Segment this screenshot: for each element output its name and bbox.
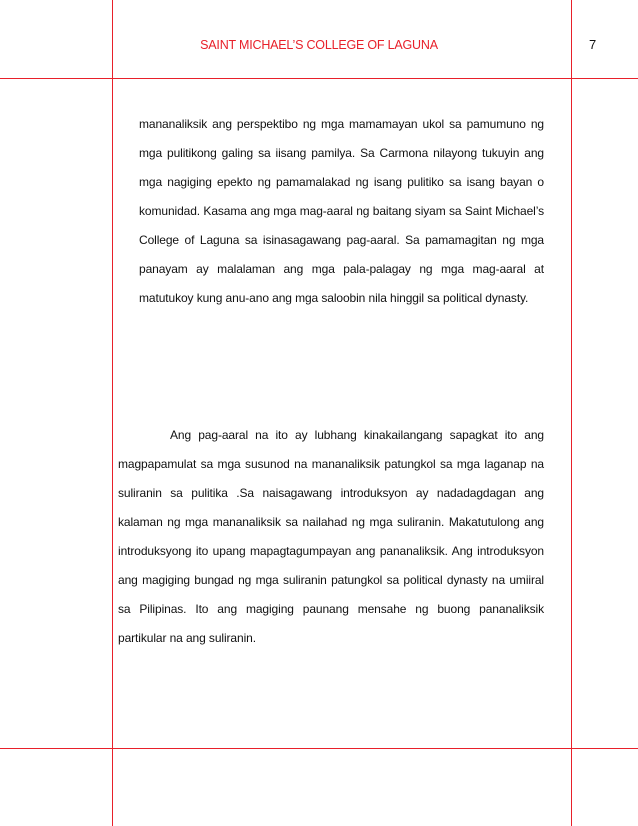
body-paragraph-1: mananaliksik ang perspektibo ng mga mamamayan ukol sa pamumuno ng mga pulitikong galing sa iisang pamilya. Sa Carmona nilayong tukuyin ang mga nagiging epekto ng pamamalakad ng isang pulitiko sa isang bayan o komunidad. Kasama ang mga mag-aaral ng baitang siyam sa Saint Michael’s College of Laguna sa isinasagawang pag-aaral. Sa pamamagitan ng mga panayam ay malalaman ang mga pala-palagay ng mga mag-aaral at matutukoy kung anu-ano ang mga saloobin nila hinggil sa political dynasty. [139, 117, 544, 305]
header-title: SAINT MICHAEL’S COLLEGE OF LAGUNA [200, 38, 438, 52]
margin-line-right [571, 0, 572, 826]
page-number: 7 [589, 37, 597, 52]
body-paragraph-2: Ang pag-aaral na ito ay lubhang kinakailangang sapagkat ito ang magpapamulat sa mga susunod na mananaliksik patungkol sa mga laganap na suliranin sa pulitika .Sa naisagawang introduksyon ay nadadagdagan ang kalaman ng mga mananaliksik sa nailahad ng mga suliranin. Makatutulong ang introduksyong ito upang mapagtagumpayan ang pananaliksik. Ang introduksyon ang magiging bungad ng mga suliranin patungkol sa political dynasty na umiiral sa Pilipinas. Ito ang magiging paunang mensahe ng buong pananaliksik partikular na ang suliranin. [118, 428, 544, 645]
margin-line-bottom [0, 748, 638, 749]
margin-line-top [0, 78, 638, 79]
margin-line-left [112, 0, 113, 826]
